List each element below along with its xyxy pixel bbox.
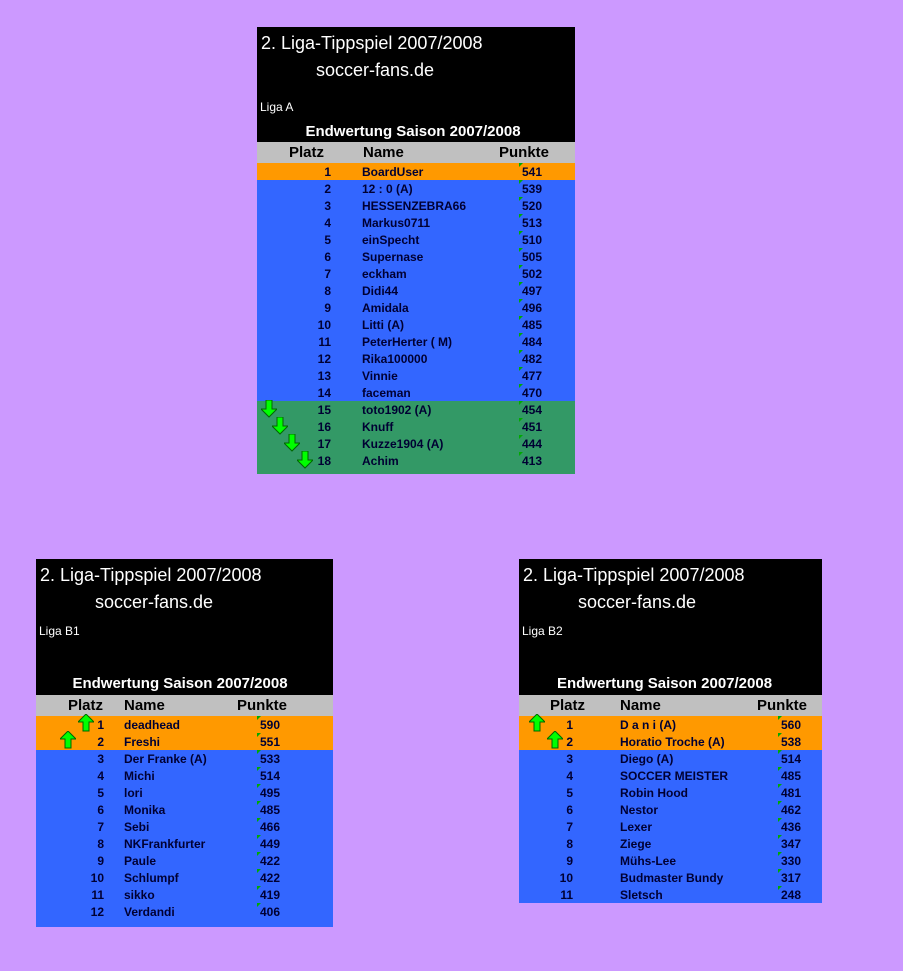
table-row bbox=[36, 716, 333, 733]
rank-cell: 9 bbox=[566, 854, 573, 868]
table-header bbox=[257, 27, 575, 142]
table-row bbox=[257, 282, 575, 299]
rank-cell: 15 bbox=[317, 403, 331, 417]
site-name: soccer-fans.de bbox=[95, 592, 214, 612]
name-cell: PeterHerter ( M) bbox=[362, 335, 453, 349]
rank-cell: 4 bbox=[566, 769, 573, 783]
rank-cell: 3 bbox=[566, 752, 573, 766]
table-header bbox=[519, 559, 822, 695]
points-cell: 477 bbox=[522, 369, 543, 383]
rank-cell: 4 bbox=[97, 769, 104, 783]
site-name: soccer-fans.de bbox=[316, 60, 435, 80]
points-cell: 451 bbox=[522, 420, 543, 434]
name-cell: Sebi bbox=[124, 820, 150, 834]
points-cell: 317 bbox=[781, 871, 802, 885]
name-cell: Rika100000 bbox=[362, 352, 428, 366]
rank-cell: 10 bbox=[90, 871, 104, 885]
rank-cell: 10 bbox=[317, 318, 331, 332]
rank-cell: 3 bbox=[324, 199, 331, 213]
table-row bbox=[36, 767, 333, 784]
rank-cell: 7 bbox=[97, 820, 104, 834]
rank-cell: 12 bbox=[90, 905, 104, 919]
rank-cell: 2 bbox=[324, 182, 331, 196]
league-name: Liga A bbox=[260, 100, 294, 114]
name-cell: D a n i (A) bbox=[620, 718, 676, 732]
table-row bbox=[257, 333, 575, 350]
name-cell: Kuzze1904 (A) bbox=[362, 437, 444, 451]
points-cell: 551 bbox=[260, 735, 281, 749]
points-cell: 514 bbox=[260, 769, 281, 783]
rank-cell: 5 bbox=[324, 233, 331, 247]
table-row bbox=[519, 835, 822, 852]
down-arrow-icon bbox=[261, 400, 277, 418]
points-cell: 485 bbox=[781, 769, 802, 783]
name-cell: Verdandi bbox=[124, 905, 175, 919]
points-cell: 419 bbox=[260, 888, 281, 902]
name-cell: lori bbox=[124, 786, 143, 800]
table-row bbox=[257, 401, 575, 418]
down-arrow-icon bbox=[297, 451, 313, 469]
points-cell: 485 bbox=[522, 318, 543, 332]
points-cell: 470 bbox=[522, 386, 543, 400]
table-row bbox=[257, 316, 575, 333]
rank-cell: 8 bbox=[324, 284, 331, 298]
table-row bbox=[519, 733, 822, 750]
table-row bbox=[36, 784, 333, 801]
league-table-liga-a bbox=[257, 27, 575, 474]
name-cell: Diego (A) bbox=[620, 752, 674, 766]
rank-cell: 10 bbox=[559, 871, 573, 885]
table-row bbox=[519, 886, 822, 903]
name-cell: Budmaster Bundy bbox=[620, 871, 724, 885]
rank-cell: 1 bbox=[97, 718, 104, 732]
name-cell: Freshi bbox=[124, 735, 161, 749]
name-cell: Sletsch bbox=[620, 888, 663, 902]
points-cell: 541 bbox=[522, 165, 543, 179]
points-cell: 462 bbox=[781, 803, 802, 817]
name-cell: BoardUser bbox=[362, 165, 424, 179]
column-header-rank: Platz bbox=[289, 144, 325, 161]
points-cell: 436 bbox=[781, 820, 802, 834]
rank-cell: 7 bbox=[566, 820, 573, 834]
rank-cell: 11 bbox=[318, 335, 331, 349]
column-header-rank: Platz bbox=[68, 697, 104, 714]
table-row bbox=[257, 248, 575, 265]
table-row bbox=[257, 180, 575, 197]
table-subtitle: Endwertung Saison 2007/2008 bbox=[556, 675, 773, 692]
column-header-points: Punkte bbox=[757, 697, 808, 714]
rank-cell: 6 bbox=[566, 803, 573, 817]
table-footer-filler bbox=[257, 469, 575, 474]
rank-cell: 18 bbox=[317, 454, 331, 468]
points-cell: 513 bbox=[522, 216, 543, 230]
table-row bbox=[36, 886, 333, 903]
rank-cell: 12 bbox=[317, 352, 331, 366]
name-cell: deadhead bbox=[124, 718, 181, 732]
rank-cell: 9 bbox=[324, 301, 331, 315]
column-header-name: Name bbox=[620, 697, 661, 714]
points-cell: 514 bbox=[781, 752, 802, 766]
table-row bbox=[257, 299, 575, 316]
down-arrow-icon bbox=[272, 417, 288, 435]
site-name: soccer-fans.de bbox=[578, 592, 697, 612]
rank-cell: 14 bbox=[317, 386, 331, 400]
name-cell: Der Franke (A) bbox=[124, 752, 207, 766]
rank-cell: 13 bbox=[317, 369, 331, 383]
down-arrow-icon bbox=[284, 434, 300, 452]
points-cell: 454 bbox=[522, 403, 543, 417]
table-rows bbox=[519, 716, 822, 903]
rank-cell: 1 bbox=[566, 718, 573, 732]
rank-cell: 17 bbox=[317, 437, 331, 451]
rank-cell: 7 bbox=[324, 267, 331, 281]
rank-cell: 11 bbox=[560, 888, 573, 902]
points-cell: 560 bbox=[781, 718, 802, 732]
column-headers bbox=[519, 695, 822, 716]
table-row bbox=[519, 784, 822, 801]
table-row bbox=[36, 835, 333, 852]
points-cell: 539 bbox=[522, 182, 543, 196]
name-cell: NKFrankfurter bbox=[124, 837, 206, 851]
name-cell: Achim bbox=[362, 454, 399, 468]
name-cell: sikko bbox=[124, 888, 155, 902]
table-title: 2. Liga-Tippspiel 2007/2008 bbox=[523, 565, 745, 585]
name-cell: Supernase bbox=[362, 250, 424, 264]
points-cell: 497 bbox=[522, 284, 543, 298]
rank-cell: 4 bbox=[324, 216, 331, 230]
rank-cell: 8 bbox=[97, 837, 104, 851]
name-cell: Monika bbox=[124, 803, 166, 817]
table-row bbox=[257, 435, 575, 452]
table-row bbox=[36, 869, 333, 886]
name-cell: Schlumpf bbox=[124, 871, 179, 885]
rank-cell: 1 bbox=[324, 165, 331, 179]
name-cell: eckham bbox=[362, 267, 407, 281]
table-row bbox=[257, 384, 575, 401]
table-row bbox=[36, 818, 333, 835]
table-row bbox=[36, 750, 333, 767]
up-arrow-icon bbox=[529, 714, 545, 732]
rank-cell: 6 bbox=[97, 803, 104, 817]
name-cell: einSpecht bbox=[362, 233, 420, 247]
rank-cell: 8 bbox=[566, 837, 573, 851]
league-name: Liga B2 bbox=[522, 624, 563, 638]
table-row bbox=[257, 214, 575, 231]
up-arrow-icon bbox=[78, 714, 94, 732]
table-title: 2. Liga-Tippspiel 2007/2008 bbox=[40, 565, 262, 585]
table-footer-filler bbox=[36, 920, 333, 927]
points-cell: 466 bbox=[260, 820, 281, 834]
name-cell: Lexer bbox=[620, 820, 653, 834]
rank-cell: 5 bbox=[97, 786, 104, 800]
points-cell: 502 bbox=[522, 267, 543, 281]
table-row bbox=[257, 367, 575, 384]
table-row bbox=[519, 869, 822, 886]
up-arrow-icon bbox=[547, 731, 563, 749]
table-row bbox=[519, 852, 822, 869]
points-cell: 496 bbox=[522, 301, 543, 315]
name-cell: Robin Hood bbox=[620, 786, 688, 800]
rank-cell: 11 bbox=[91, 888, 104, 902]
points-cell: 482 bbox=[522, 352, 543, 366]
name-cell: 12 : 0 (A) bbox=[362, 182, 413, 196]
column-headers bbox=[36, 695, 333, 716]
points-cell: 485 bbox=[260, 803, 281, 817]
points-cell: 495 bbox=[260, 786, 281, 800]
table-row bbox=[519, 818, 822, 835]
table-row bbox=[257, 197, 575, 214]
points-cell: 422 bbox=[260, 854, 281, 868]
table-row bbox=[257, 418, 575, 435]
table-subtitle: Endwertung Saison 2007/2008 bbox=[305, 123, 521, 140]
points-cell: 481 bbox=[781, 786, 802, 800]
table-row bbox=[519, 750, 822, 767]
name-cell: HESSENZEBRA66 bbox=[362, 199, 467, 213]
points-cell: 330 bbox=[781, 854, 802, 868]
name-cell: Amidala bbox=[362, 301, 409, 315]
column-headers bbox=[257, 142, 575, 163]
points-cell: 533 bbox=[260, 752, 281, 766]
table-header bbox=[36, 559, 333, 695]
name-cell: Mühs-Lee bbox=[620, 854, 677, 868]
table-row bbox=[257, 265, 575, 282]
table-row bbox=[36, 733, 333, 750]
points-cell: 444 bbox=[522, 437, 543, 451]
rank-cell: 2 bbox=[97, 735, 104, 749]
name-cell: Horatio Troche (A) bbox=[620, 735, 725, 749]
table-row bbox=[519, 716, 822, 733]
name-cell: Ziege bbox=[620, 837, 652, 851]
table-title: 2. Liga-Tippspiel 2007/2008 bbox=[261, 33, 483, 53]
column-header-name: Name bbox=[124, 697, 165, 714]
table-row bbox=[36, 852, 333, 869]
name-cell: Didi44 bbox=[362, 284, 399, 298]
column-header-rank: Platz bbox=[550, 697, 586, 714]
table-row bbox=[257, 163, 575, 180]
points-cell: 510 bbox=[522, 233, 543, 247]
name-cell: Michi bbox=[124, 769, 155, 783]
up-arrow-icon bbox=[60, 731, 76, 749]
column-header-name: Name bbox=[363, 144, 404, 161]
table-row bbox=[36, 903, 333, 920]
table-row bbox=[36, 801, 333, 818]
name-cell: SOCCER MEISTER bbox=[620, 769, 729, 783]
name-cell: Knuff bbox=[362, 420, 394, 434]
name-cell: Nestor bbox=[620, 803, 659, 817]
name-cell: Markus0711 bbox=[362, 216, 431, 230]
rank-cell: 2 bbox=[566, 735, 573, 749]
points-cell: 347 bbox=[781, 837, 802, 851]
points-cell: 248 bbox=[781, 888, 802, 902]
rank-cell: 16 bbox=[317, 420, 331, 434]
league-name: Liga B1 bbox=[39, 624, 80, 638]
points-cell: 449 bbox=[260, 837, 281, 851]
league-table-liga-b2 bbox=[519, 559, 822, 903]
rank-cell: 5 bbox=[566, 786, 573, 800]
points-cell: 422 bbox=[260, 871, 281, 885]
rank-cell: 3 bbox=[97, 752, 104, 766]
name-cell: Vinnie bbox=[362, 369, 398, 383]
table-row bbox=[257, 350, 575, 367]
table-rows bbox=[257, 163, 575, 474]
name-cell: Paule bbox=[124, 854, 157, 868]
table-rows bbox=[36, 716, 333, 927]
name-cell: faceman bbox=[362, 386, 411, 400]
table-subtitle: Endwertung Saison 2007/2008 bbox=[72, 675, 288, 692]
name-cell: toto1902 (A) bbox=[362, 403, 432, 417]
column-header-points: Punkte bbox=[499, 144, 550, 161]
points-cell: 505 bbox=[522, 250, 543, 264]
rank-cell: 6 bbox=[324, 250, 331, 264]
table-row bbox=[257, 231, 575, 248]
points-cell: 538 bbox=[781, 735, 802, 749]
table-row bbox=[519, 767, 822, 784]
rank-cell: 9 bbox=[97, 854, 104, 868]
table-row bbox=[519, 801, 822, 818]
league-table-liga-b1 bbox=[36, 559, 333, 927]
table-row bbox=[257, 452, 575, 469]
column-header-points: Punkte bbox=[237, 697, 288, 714]
points-cell: 413 bbox=[522, 454, 543, 468]
points-cell: 406 bbox=[260, 905, 281, 919]
points-cell: 484 bbox=[522, 335, 543, 349]
name-cell: Litti (A) bbox=[362, 318, 404, 332]
points-cell: 520 bbox=[522, 199, 543, 213]
points-cell: 590 bbox=[260, 718, 281, 732]
